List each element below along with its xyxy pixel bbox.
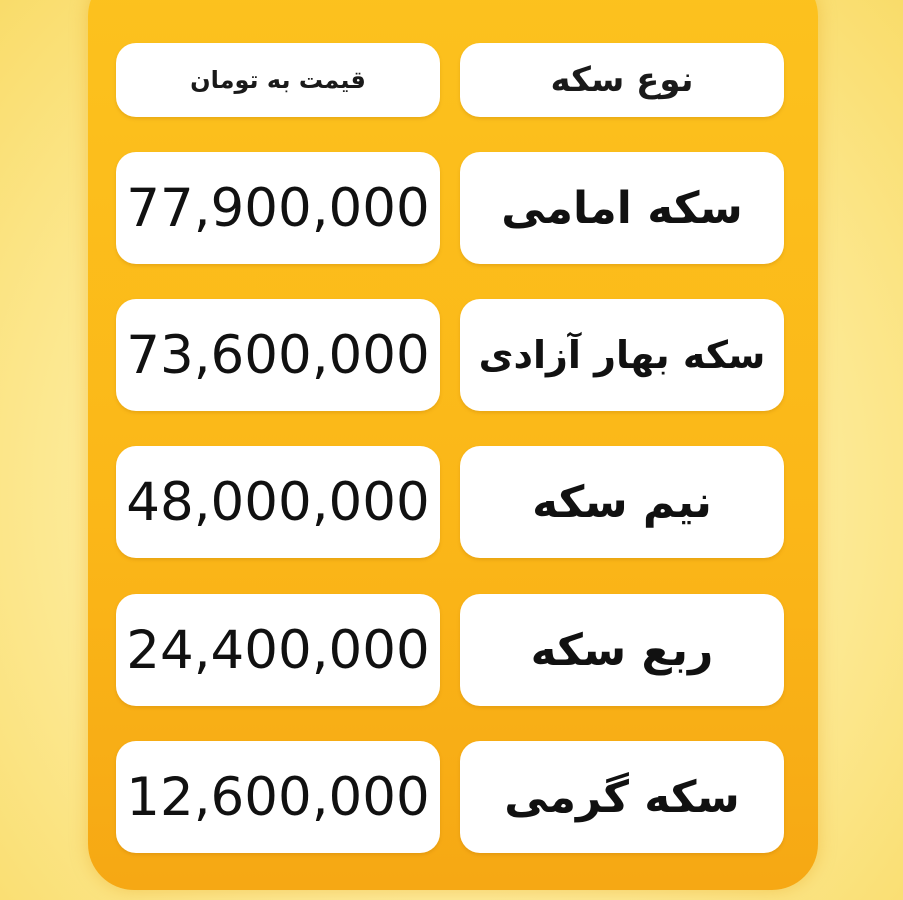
- header-price-label: قیمت به تومان: [190, 66, 366, 94]
- price-cell: [116, 446, 440, 558]
- coin-name: سکه گرمی: [504, 771, 740, 823]
- coin-name-cell: [460, 446, 784, 558]
- coin-name: ربع سکه: [530, 624, 714, 676]
- coin-name-cell: [460, 594, 784, 706]
- price-cell: [116, 299, 440, 411]
- price-cell: [116, 594, 440, 706]
- coin-name-cell: [460, 741, 784, 853]
- header-type-cell: [460, 43, 784, 117]
- price-value: 48,000,000: [126, 471, 430, 533]
- coin-name-cell: [460, 152, 784, 264]
- coin-name: نیم سکه: [532, 476, 712, 528]
- price-value: 12,600,000: [126, 766, 430, 828]
- price-cell: [116, 152, 440, 264]
- coin-name: سکه امامی: [501, 182, 743, 234]
- coin-name-cell: [460, 299, 784, 411]
- price-value: 77,900,000: [126, 177, 430, 239]
- price-value: 73,600,000: [126, 324, 430, 386]
- price-value: 24,400,000: [126, 619, 430, 681]
- price-cell: [116, 741, 440, 853]
- header-type-label: نوع سکه: [550, 60, 694, 100]
- coin-name: سکه بهار آزادی: [478, 333, 766, 377]
- header-price-cell: [116, 43, 440, 117]
